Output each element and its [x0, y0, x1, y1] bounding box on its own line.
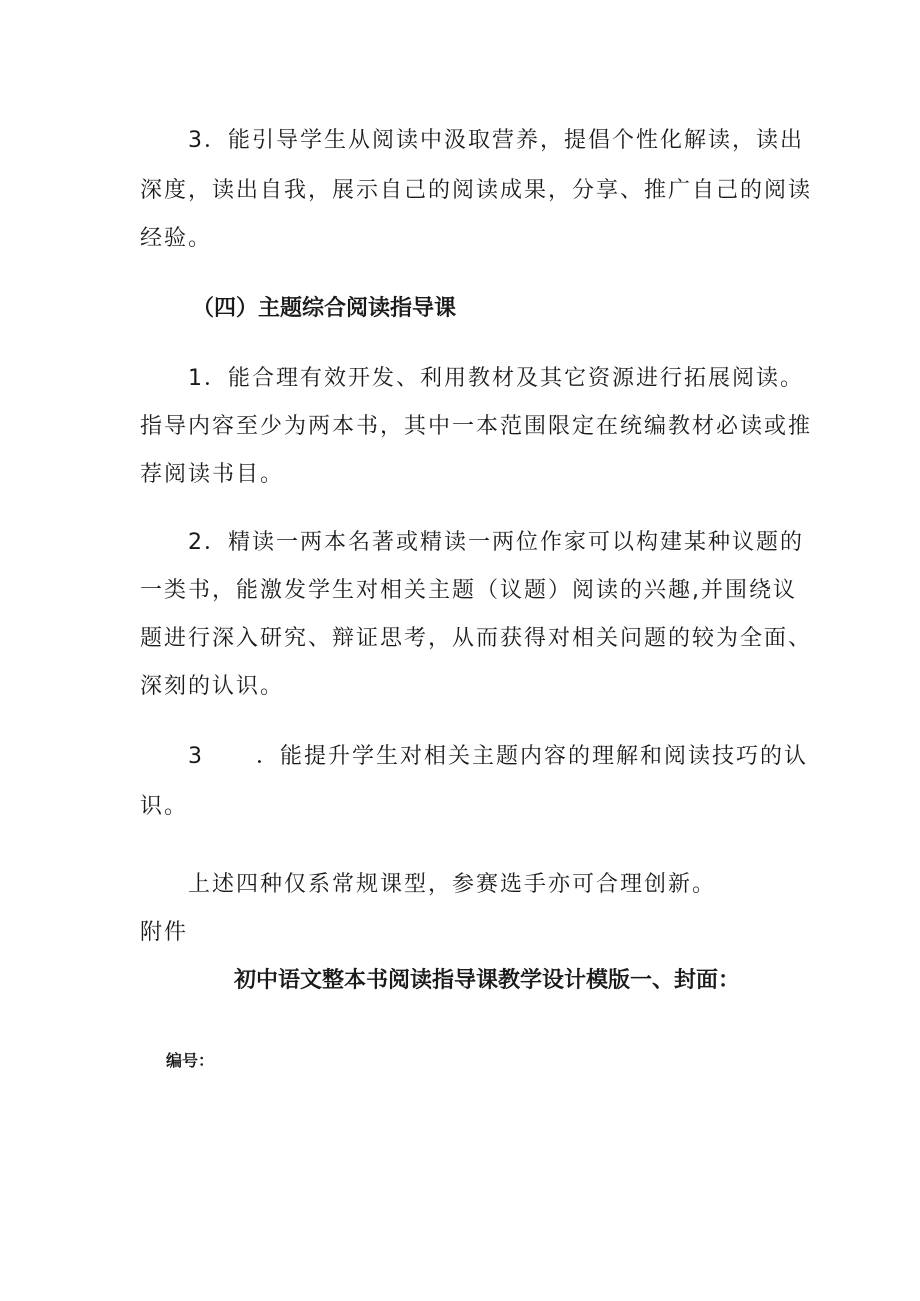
attachment-title: 初中语文整本书阅读指导课教学设计模版一、封面： — [234, 968, 741, 993]
attachment-label: 附件 — [140, 920, 189, 945]
s4-item1-line3: 荐阅读书目。 — [140, 462, 285, 487]
s4-item2-line3: 题进行深入研究、辩证思考，从而获得对相关问题的较为全面、 — [140, 626, 813, 651]
s4-item3-line1 — [188, 742, 808, 772]
item3-line3: 经验。 — [140, 226, 213, 251]
closing-note: 上述四种仅系常规课型，参赛选手亦可合理创新。 — [188, 872, 717, 897]
s4-item3-number: 3 — [188, 744, 204, 769]
number-label: 编号： — [166, 1051, 215, 1070]
section4-heading: （四）主题综合阅读指导课 — [192, 296, 457, 321]
s4-item2-line2: 一类书，能激发学生对相关主题（议题）阅读的兴趣,并围绕议 — [140, 578, 797, 603]
s4-item2-line1: 2．精读一两本名著或精读一两位作家可以构建某种议题的 — [188, 530, 804, 555]
s4-item3-text: ．能提升学生对相关主题内容的理解和阅读技巧的认 — [256, 744, 809, 769]
s4-item3-line2: 识。 — [140, 794, 189, 819]
s4-item1-line2: 指导内容至少为两本书，其中一本范围限定在统编教材必读或推 — [140, 414, 813, 439]
item3-line2: 深度，读出自我，展示自己的阅读成果，分享、推广自己的阅读 — [140, 178, 813, 203]
item3-line1: 3．能引导学生从阅读中汲取营养，提倡个性化解读，读出 — [188, 128, 804, 153]
s4-item1-line1: 1．能合理有效开发、利用教材及其它资源进行拓展阅读。 — [188, 366, 804, 391]
s4-item2-line4: 深刻的认识。 — [140, 674, 285, 699]
